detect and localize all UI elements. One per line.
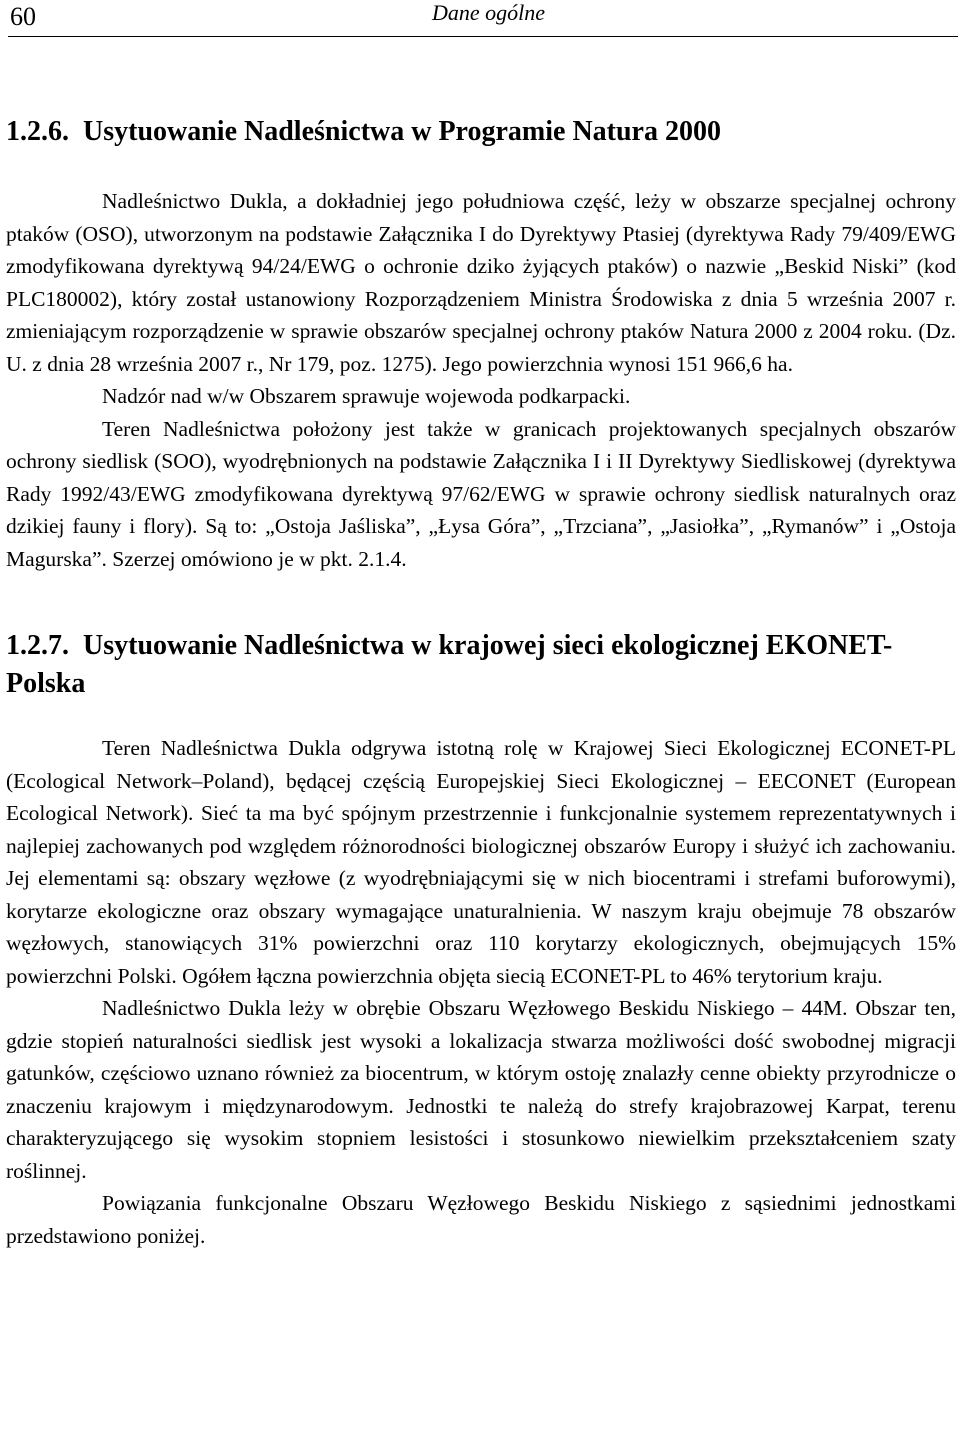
paragraph: Nadzór nad w/w Obszarem sprawuje wojewoda podkarpacki. (102, 384, 631, 408)
section-title: Usytuowanie Nadleśnictwa w krajowej sieci ekologicznej EKONET-Polska (6, 630, 893, 699)
section-number: 1.2.6. (6, 116, 69, 147)
section-number: 1.2.7. (6, 630, 69, 661)
section-heading-natura-2000 (6, 113, 956, 151)
paragraph: Nadleśnictwo Dukla, a dokładniej jego południowa część, leży w obszarze specjalnej ochrony ptaków (OSO), utworzonym na podstawie Załącznika I do Dyrektywy Ptasiej (dyrektywa Rady 79/409/EWG zmodyfikowana dyrektywą 94/24/EWG o ochronie dziko żyjących ptaków) o nazwie „Beskid Niski” (kod PLC180002), który został ustanowiony Rozporządzeniem Ministra Środowiska z dnia 5 września 2007 r. zmieniającym rozporządzenie w sprawie obszarów specjalnej ochrony ptaków Natura 2000 z 2004 roku. (Dz. U. z dnia 28 września 2007 r., Nr 179, poz. 1275). Jego powierzchnia wynosi 151 966,6 ha. (6, 189, 956, 376)
paragraph: Teren Nadleśnictwa położony jest także w granicach projektowanych specjalnych obszarów ochrony siedlisk (SOO), wyodrębnionych na podstawie Załącznika I i II Dyrektywy Siedliskowej (dyrektywa Rady 1992/43/EWG zmodyfikowana dyrektywą 97/62/EWG w sprawie ochrony siedlisk naturalnych oraz dzikiej fauny i flory). Są to: „Ostoja Jaśliska”, „Łysa Góra”, „Trzciana”, „Jasiołka”, „Rymanów” i „Ostoja Magurska”. Szerzej omówiono je w pkt. 2.1.4. (6, 416, 956, 571)
running-title: Dane ogólne (432, 0, 546, 25)
paragraph: Nadleśnictwo Dukla leży w obrębie Obszaru Węzłowego Beskidu Niskiego – 44M. Obszar ten, gdzie stopień naturalności siedlisk jest wysoki a lokalizacja stwarza możliwości dość swobodnej migracji gatunków, częściowo uznano również za biocentrum, w którym ostoję znalazły cenne obiekty przyrodnicze o znaczeniu krajowym i międzynarodowym. Jednostki te należą do strefy krajobrazowej Karpat, terenu charakteryzującego się wysokim stopniem lesistości i stosunkowo niewielkim przekształceniem szaty roślinnej. (6, 996, 956, 1183)
paragraph: Powiązania funkcjonalne Obszaru Węzłowego Beskidu Niskiego z sąsiednimi jednostkami przedstawiono poniżej. (6, 1191, 956, 1248)
page-content (6, 113, 956, 1252)
section-title: Usytuowanie Nadleśnictwa w Programie Natura 2000 (83, 116, 721, 147)
page-header (8, 0, 960, 40)
paragraph: Teren Nadleśnictwa Dukla odgrywa istotną rolę w Krajowej Sieci Ekologicznej ECONET-PL (Ecological Network–Poland), będącej częścią Europejskiej Sieci Ekologicznej – EECONET (European Ecological Network). Sieć ta ma być spójnym przestrzennie i funkcjonalnie systemem reprezentatywnych i najlepiej zachowanych pod względem różnorodności biologicznej obszarów Europy i służyć ich zachowaniu. Jej elementami są: obszary węzłowe (z wyodrębniającymi się w nich biocentrami i strefami buforowymi), korytarze ekologiczne oraz obszary wymagające unaturalnienia. W naszym kraju obejmuje 78 obszarów węzłowych, stanowiących 31% powierzchni oraz 110 korytarzy ekologicznych, obejmujących 15% powierzchni Polski. Ogółem łączna powierzchnia objęta siecią ECONET-PL to 46% terytorium kraju. (6, 736, 956, 988)
header-rule (8, 36, 958, 37)
section-heading-ekonet (6, 627, 956, 703)
page-number: 60 (10, 2, 36, 31)
